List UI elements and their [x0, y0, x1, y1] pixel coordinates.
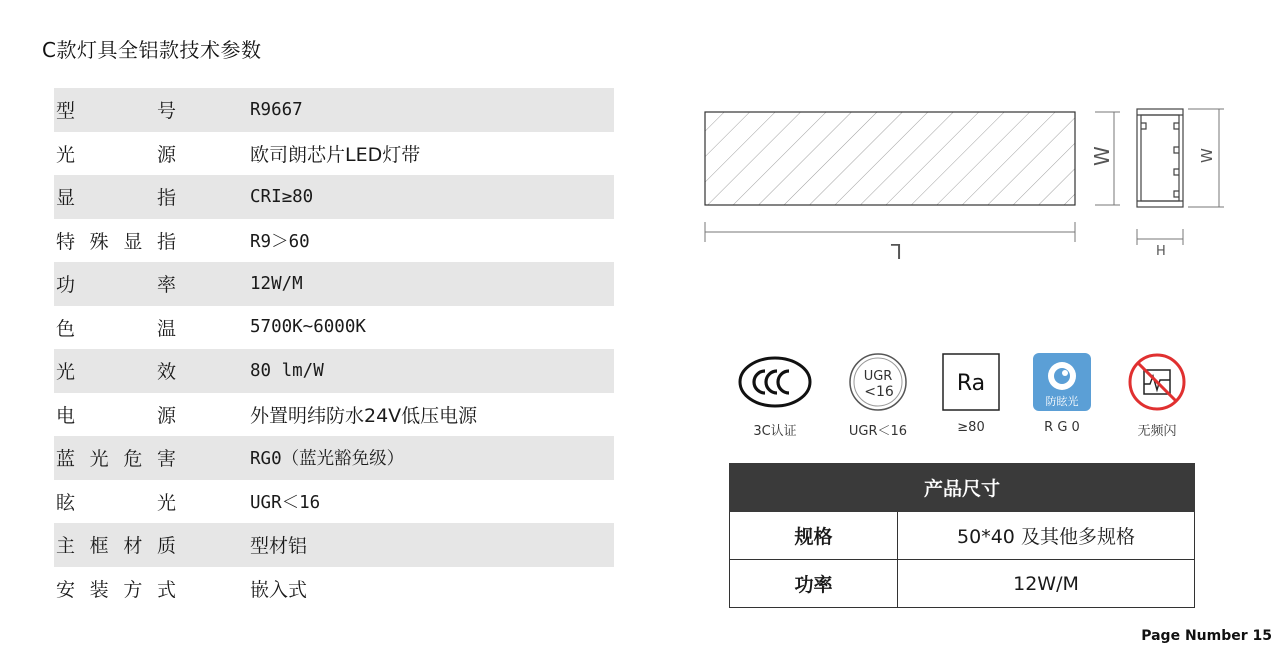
svg-text:防眩光: 防眩光	[1045, 395, 1079, 408]
spec-label: 光 源	[56, 143, 176, 166]
table-row	[730, 512, 1195, 560]
spec-row-glare	[54, 480, 614, 524]
spec-value: RG0（蓝光豁免级）	[250, 449, 405, 470]
svg-text:Ra: Ra	[956, 371, 986, 396]
spec-label: 电 源	[56, 404, 176, 427]
spec-row-power-supply	[54, 393, 614, 437]
ra-icon	[934, 352, 1008, 412]
spec-row-power	[54, 262, 614, 306]
cert-caption: 3C认证	[753, 424, 797, 439]
cert-no-flicker	[1112, 352, 1202, 439]
spec-row-cri	[54, 175, 614, 219]
spec-row-model	[54, 88, 614, 132]
spec-value: R9667	[250, 99, 303, 120]
spec-label: 型 号	[56, 100, 176, 123]
spec-value: 12W/M	[250, 273, 303, 294]
size-table-key: 规格	[730, 512, 898, 560]
spec-value: UGR＜16	[250, 492, 321, 513]
spec-label: 功 率	[56, 274, 176, 297]
length-dimension	[705, 222, 1075, 242]
spec-label: 色 温	[56, 317, 176, 340]
spec-label: 安 装 方 式	[56, 578, 176, 601]
spec-row-special-cri	[54, 219, 614, 263]
fixture-section-view	[1137, 109, 1183, 207]
page-number: Page Number 15	[1141, 628, 1272, 644]
size-table	[729, 463, 1195, 608]
spec-table	[54, 88, 614, 610]
spec-row-color-temp	[54, 306, 614, 350]
spec-value: 5700K~6000K	[250, 317, 366, 338]
size-table-value: 50*40 及其他多规格	[898, 512, 1195, 560]
section-width-label: W	[1198, 148, 1216, 163]
spec-row-blue-light	[54, 436, 614, 480]
cert-caption: R G 0	[1044, 420, 1080, 435]
spec-label: 蓝 光 危 害	[56, 448, 176, 471]
spec-value: 80 lm/W	[250, 360, 324, 381]
cert-caption: 无频闪	[1137, 424, 1177, 439]
height-dimension	[1137, 229, 1183, 245]
cert-ra	[926, 352, 1016, 435]
ccc-icon	[738, 352, 812, 412]
fixture-front-view	[705, 112, 1075, 205]
spec-label: 显 指	[56, 187, 176, 210]
cert-ccc	[730, 352, 820, 439]
table-row	[730, 560, 1195, 608]
spec-label: 眩 光	[56, 491, 176, 514]
length-label: L	[890, 239, 902, 263]
ugr-icon	[841, 352, 915, 412]
cert-ugr	[833, 352, 923, 439]
spec-value: CRI≥80	[250, 186, 314, 207]
height-label: H	[1156, 244, 1166, 259]
dimension-drawing	[690, 95, 1235, 270]
spec-value: 欧司朗芯片LED灯带	[250, 143, 421, 166]
svg-text:<16: <16	[864, 384, 894, 400]
size-table-header: 产品尺寸	[730, 464, 1195, 512]
spec-value: 型材铝	[250, 535, 308, 558]
spec-label: 特 殊 显 指	[56, 230, 176, 253]
size-table-key: 功率	[730, 560, 898, 608]
cert-caption: UGR＜16	[848, 424, 908, 439]
page-title: C款灯具全铝款技术参数	[42, 38, 262, 62]
spec-value: 外置明纬防水24V低压电源	[250, 404, 478, 427]
spec-row-efficacy	[54, 349, 614, 393]
width-label: W	[1090, 146, 1114, 166]
spec-row-frame-material	[54, 523, 614, 567]
no-flicker-icon	[1120, 352, 1194, 412]
svg-text:UGR: UGR	[863, 369, 893, 384]
size-table-value: 12W/M	[898, 560, 1195, 608]
spec-value: 嵌入式	[250, 578, 308, 601]
spec-label: 光 效	[56, 361, 176, 384]
cert-caption: ≥80	[957, 420, 985, 435]
spec-row-installation	[54, 567, 614, 611]
anti-glare-icon	[1025, 352, 1099, 412]
spec-label: 主 框 材 质	[56, 535, 176, 558]
spec-value: R9＞60	[250, 231, 310, 252]
cert-anti-glare	[1017, 352, 1107, 435]
spec-row-light-source	[54, 132, 614, 176]
